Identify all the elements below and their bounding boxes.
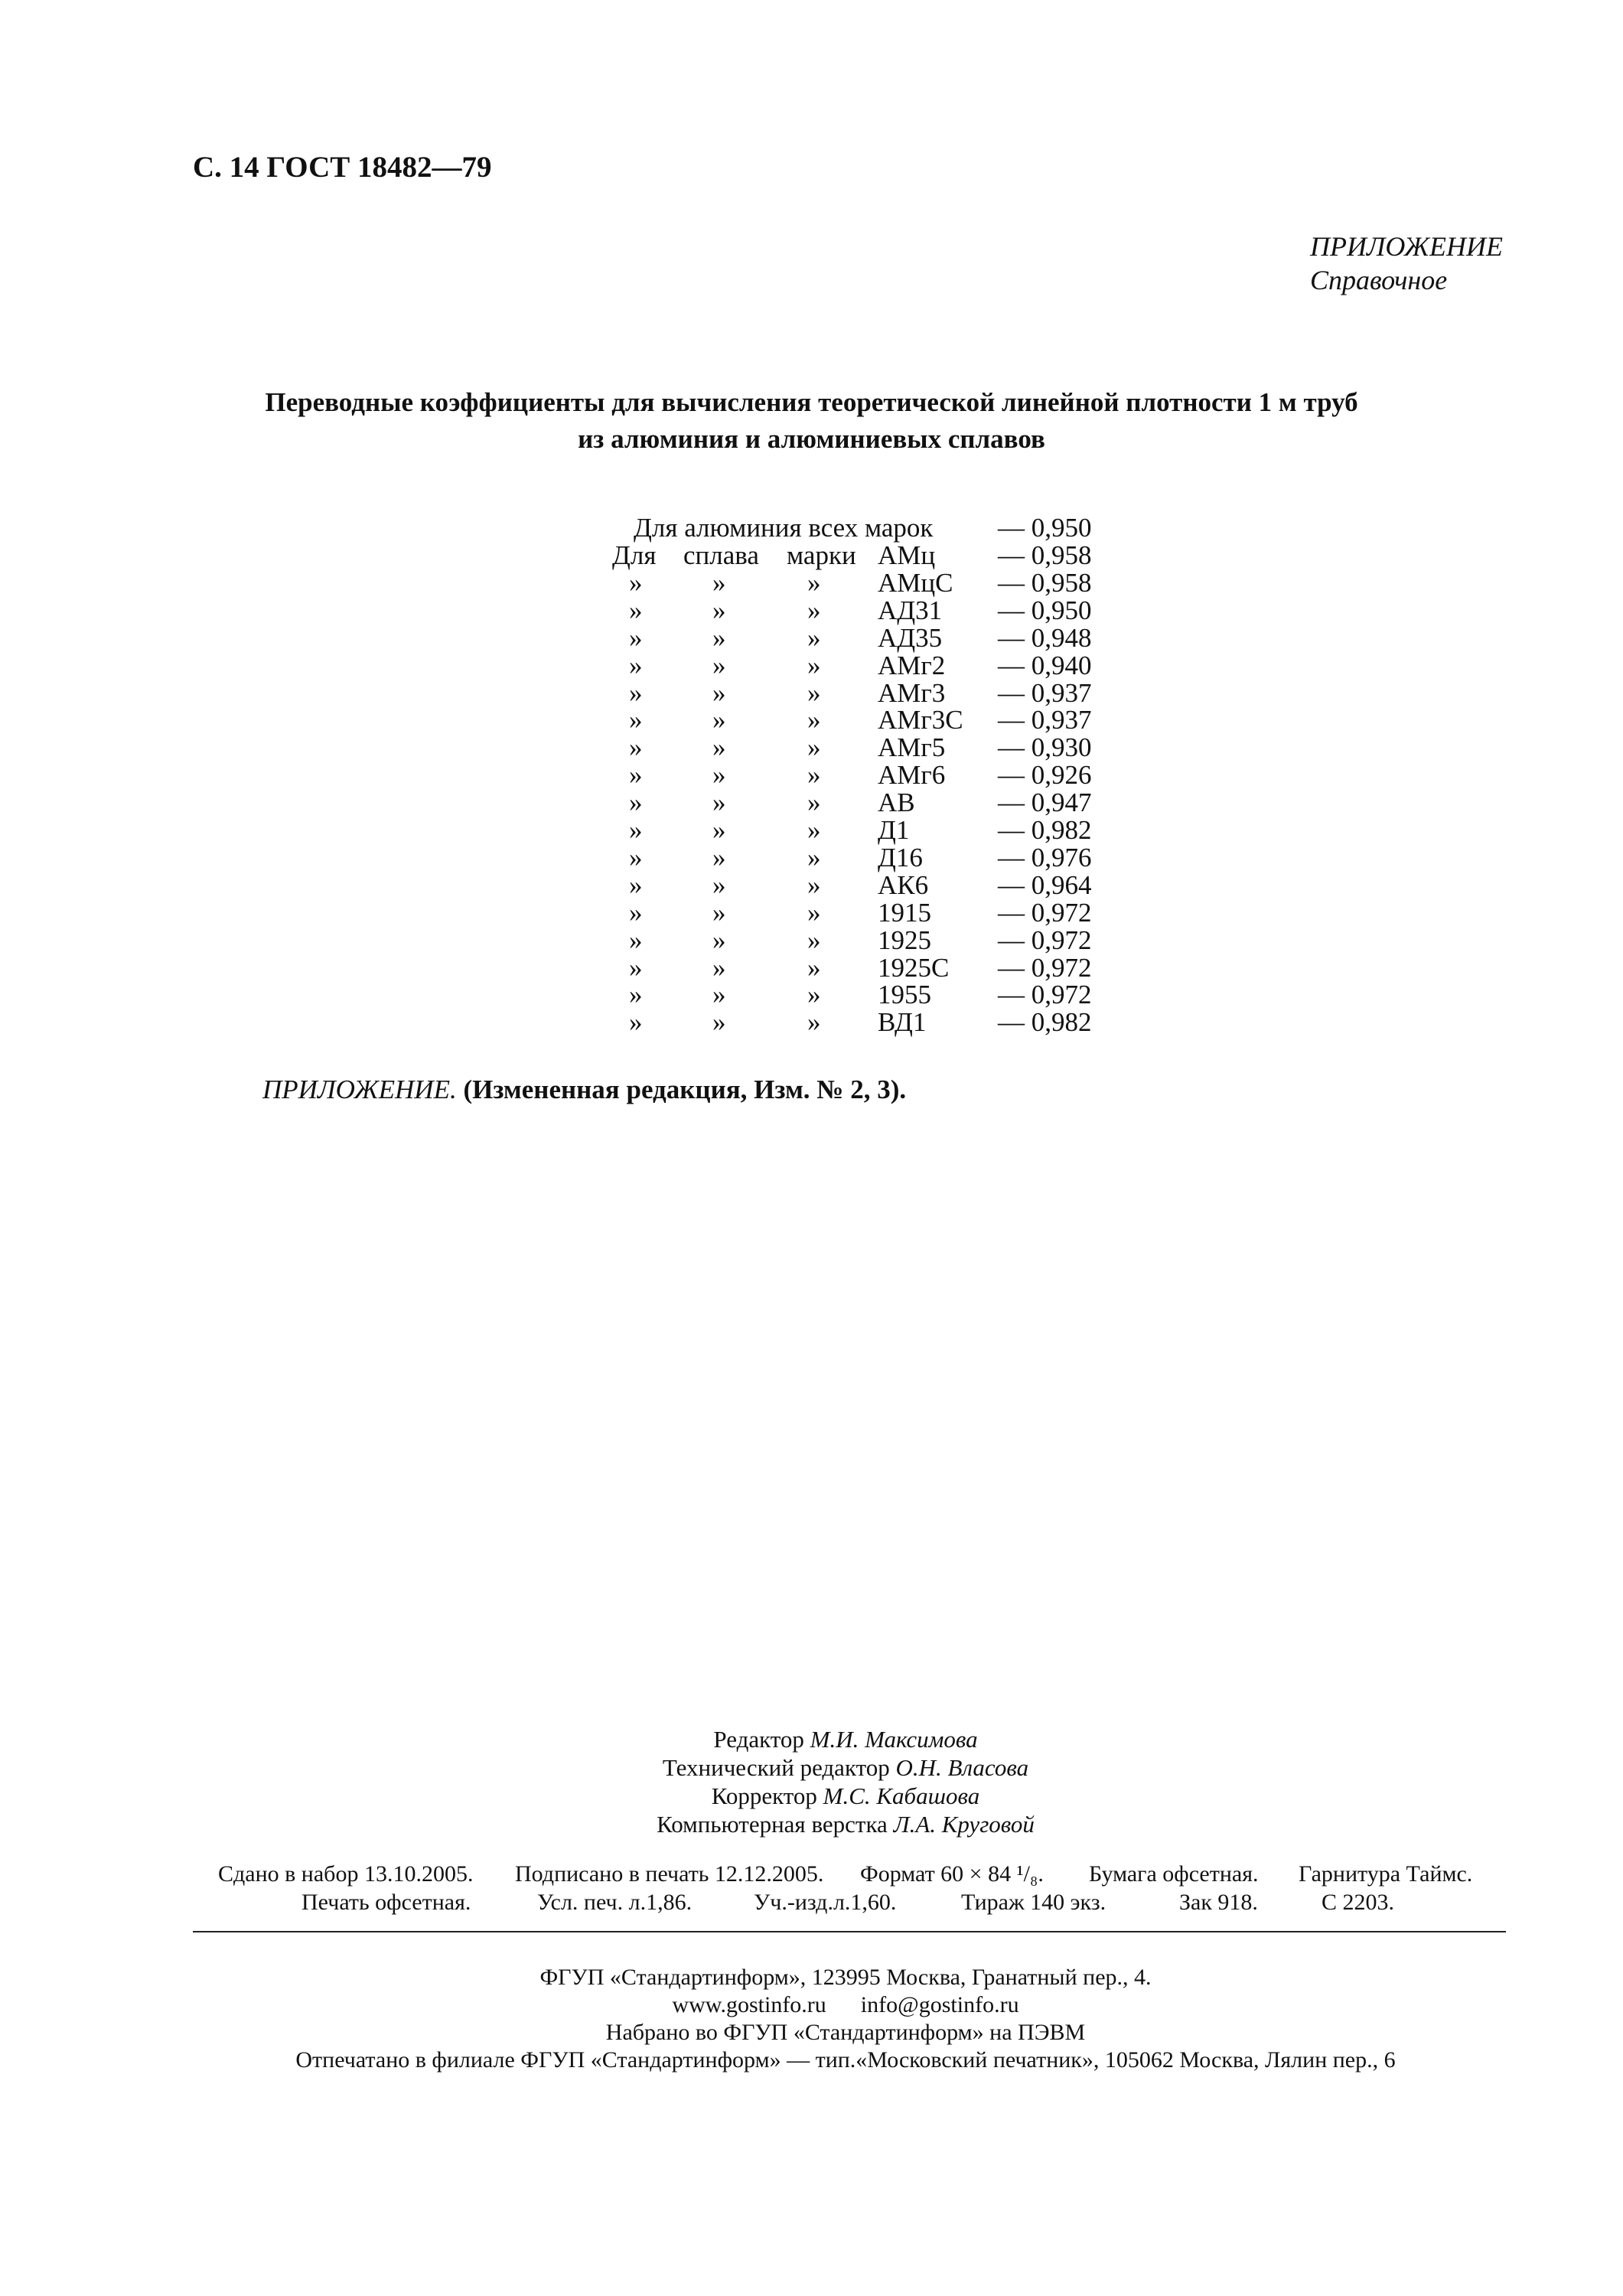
ditto-mark: » bbox=[629, 815, 643, 845]
alloy-grade: 1955 bbox=[878, 980, 931, 1010]
coefficient-value: — 0,972 bbox=[998, 952, 1092, 983]
imprint-typeset-date: Сдано в набор 13.10.2005. bbox=[218, 1861, 474, 1887]
imprint-signed-date: Подписано в печать 12.12.2005. bbox=[515, 1861, 824, 1887]
alloy-grade: АВ bbox=[878, 788, 915, 818]
ditto-mark: » bbox=[807, 925, 821, 955]
alloy-grade: АМг5 bbox=[878, 732, 946, 763]
coefficient-value: — 0,930 bbox=[998, 732, 1092, 763]
alloy-grade: АМц bbox=[878, 540, 936, 570]
all-grades-label: Для алюминия всех марок bbox=[634, 513, 934, 543]
coefficient-value: — 0,950 bbox=[998, 595, 1092, 625]
alloy-grade: АД31 bbox=[878, 595, 943, 625]
alloy-grade: АМг3С bbox=[878, 705, 963, 735]
coefficient-value: — 0,964 bbox=[998, 869, 1092, 900]
ditto-mark: » bbox=[712, 567, 726, 598]
alloy-grade: ВД1 bbox=[878, 1007, 927, 1038]
ditto-mark: » bbox=[712, 622, 726, 653]
coefficient-value: — 0,947 bbox=[998, 788, 1092, 818]
ditto-mark: » bbox=[807, 567, 821, 598]
coefficient-value: — 0,972 bbox=[998, 897, 1092, 928]
imprint-print-run: Тираж 140 экз. bbox=[961, 1890, 1106, 1915]
ditto-mark: » bbox=[712, 705, 726, 735]
note-text: (Измененная редакция, Изм. № 2, 3). bbox=[463, 1075, 907, 1104]
credits-block bbox=[0, 1725, 1623, 1838]
coefficient-value: — 0,972 bbox=[998, 925, 1092, 955]
coefficient-value: — 0,958 bbox=[998, 567, 1092, 598]
imprint-pub-sheets: Уч.-изд.л.1,60. bbox=[754, 1890, 897, 1915]
coefficient-value: — 0,940 bbox=[998, 650, 1092, 680]
ditto-mark: » bbox=[629, 842, 643, 872]
ditto-mark: » bbox=[712, 1007, 726, 1038]
ditto-mark: » bbox=[807, 650, 821, 680]
coefficient-value: — 0,982 bbox=[998, 815, 1092, 845]
ditto-mark: » bbox=[712, 732, 726, 763]
alloy-grade: Д16 bbox=[878, 842, 923, 872]
appendix-label: ПРИЛОЖЕНИЕ bbox=[1310, 231, 1503, 262]
amendment-note bbox=[262, 1075, 906, 1105]
alloy-grade: 1925 bbox=[878, 925, 931, 955]
ditto-mark: » bbox=[712, 869, 726, 900]
alloy-grade: АМг2 bbox=[878, 650, 946, 680]
ditto-mark: » bbox=[629, 952, 643, 983]
ditto-mark: » bbox=[712, 815, 726, 845]
publisher-typeset: Набрано во ФГУП «Стандартинформ» на ПЭВМ bbox=[605, 2020, 1086, 2045]
divider-rule bbox=[193, 1931, 1506, 1932]
ditto-mark: » bbox=[629, 788, 643, 818]
page-header: С. 14 ГОСТ 18482—79 bbox=[193, 151, 492, 184]
ditto-mark: » bbox=[807, 788, 821, 818]
ditto-mark: » bbox=[629, 869, 643, 900]
coefficient-value: — 0,937 bbox=[998, 677, 1092, 708]
ditto-mark: » bbox=[807, 869, 821, 900]
imprint-conv-sheets: Усл. печ. л.1,86. bbox=[537, 1890, 693, 1915]
coefficient-value: — 0,950 bbox=[998, 513, 1092, 543]
ditto-mark: » bbox=[712, 595, 726, 625]
ditto-mark: » bbox=[807, 622, 821, 653]
ditto-mark: » bbox=[712, 925, 726, 955]
coefficient-value: — 0,937 bbox=[998, 705, 1092, 735]
title-line-2: из алюминия и алюминиевых сплавов bbox=[578, 424, 1045, 454]
ditto-mark: » bbox=[629, 677, 643, 708]
publisher-web: www.gostinfo.ru info@gostinfo.ru bbox=[672, 1992, 1019, 2017]
ditto-mark: » bbox=[629, 925, 643, 955]
alloy-grade: АМг3 bbox=[878, 677, 946, 708]
ditto-mark: » bbox=[712, 677, 726, 708]
credit-layout: Компьютерная верстка Л.А. Круговой bbox=[657, 1811, 1035, 1838]
ditto-mark: » bbox=[807, 1007, 821, 1038]
ditto-mark: » bbox=[629, 650, 643, 680]
publisher-printed: Отпечатано в филиале ФГУП «Стандартинформ» — тип.«Московский печатник», 105062 Москва, Лялин пер., 6 bbox=[295, 2047, 1396, 2073]
note-label: ПРИЛОЖЕНИЕ. bbox=[262, 1075, 457, 1104]
credit-proofreader: Корректор М.С. Кабашова bbox=[711, 1782, 980, 1809]
coefficient-value: — 0,976 bbox=[998, 842, 1092, 872]
ditto-mark: » bbox=[807, 980, 821, 1010]
ditto-mark: » bbox=[712, 842, 726, 872]
ditto-mark: » bbox=[807, 595, 821, 625]
imprint-format: Формат 60 × 84 ¹/₈. bbox=[860, 1861, 1044, 1887]
imprint-code: С 2203. bbox=[1322, 1890, 1395, 1915]
ditto-mark: » bbox=[807, 897, 821, 928]
ditto-mark: » bbox=[629, 622, 643, 653]
coefficient-value: — 0,926 bbox=[998, 760, 1092, 791]
alloy-grade: АМг6 bbox=[878, 760, 946, 791]
imprint-order: Зак 918. bbox=[1179, 1890, 1258, 1915]
coefficient-value: — 0,958 bbox=[998, 540, 1092, 570]
alloy-grade: 1915 bbox=[878, 897, 931, 928]
coefficient-value: — 0,948 bbox=[998, 622, 1092, 653]
appendix-label-block bbox=[1310, 230, 1503, 297]
credit-editor: Редактор М.И. Максимова bbox=[713, 1726, 978, 1753]
credit-technical-editor: Технический редактор О.Н. Власова bbox=[662, 1754, 1029, 1781]
alloy-grade: АД35 bbox=[878, 622, 943, 653]
alloy-grade: АК6 bbox=[878, 869, 929, 900]
ditto-mark: » bbox=[712, 980, 726, 1010]
ditto-mark: » bbox=[807, 732, 821, 763]
ditto-mark: » bbox=[712, 760, 726, 791]
alloy-grade: Д1 bbox=[878, 815, 910, 845]
alloy-word-for: Для bbox=[612, 540, 657, 570]
coefficient-value: — 0,982 bbox=[998, 1007, 1092, 1038]
ditto-mark: » bbox=[629, 732, 643, 763]
ditto-mark: » bbox=[712, 788, 726, 818]
ditto-mark: » bbox=[629, 595, 643, 625]
ditto-mark: » bbox=[807, 760, 821, 791]
ditto-mark: » bbox=[712, 650, 726, 680]
alloy-word-alloy: сплава bbox=[683, 540, 759, 570]
ditto-mark: » bbox=[629, 897, 643, 928]
publisher-address: ФГУП «Стандартинформ», 123995 Москва, Гранатный пер., 4. bbox=[539, 1965, 1152, 1990]
ditto-mark: » bbox=[629, 1007, 643, 1038]
ditto-mark: » bbox=[712, 897, 726, 928]
ditto-mark: » bbox=[629, 980, 643, 1010]
ditto-mark: » bbox=[807, 677, 821, 708]
appendix-type: Справочное bbox=[1310, 265, 1448, 295]
ditto-mark: » bbox=[807, 952, 821, 983]
publisher-block bbox=[0, 1964, 1623, 2074]
ditto-mark: » bbox=[712, 952, 726, 983]
alloy-grade: 1925С bbox=[878, 952, 950, 983]
ditto-mark: » bbox=[629, 760, 643, 791]
document-title bbox=[0, 384, 1623, 458]
ditto-mark: » bbox=[807, 705, 821, 735]
coefficient-value: — 0,972 bbox=[998, 980, 1092, 1010]
alloy-word-grade: марки bbox=[787, 540, 856, 570]
imprint-paper: Бумага офсетная. bbox=[1089, 1861, 1259, 1887]
ditto-mark: » bbox=[629, 705, 643, 735]
alloy-grade: АМцС bbox=[878, 567, 953, 598]
title-line-1: Переводные коэффициенты для вычисления теоретической линейной плотности 1 м труб bbox=[265, 387, 1358, 417]
imprint-typeface: Гарнитура Таймс. bbox=[1299, 1861, 1473, 1887]
imprint-printing: Печать офсетная. bbox=[301, 1890, 471, 1915]
ditto-mark: » bbox=[807, 842, 821, 872]
ditto-mark: » bbox=[629, 567, 643, 598]
ditto-mark: » bbox=[807, 815, 821, 845]
